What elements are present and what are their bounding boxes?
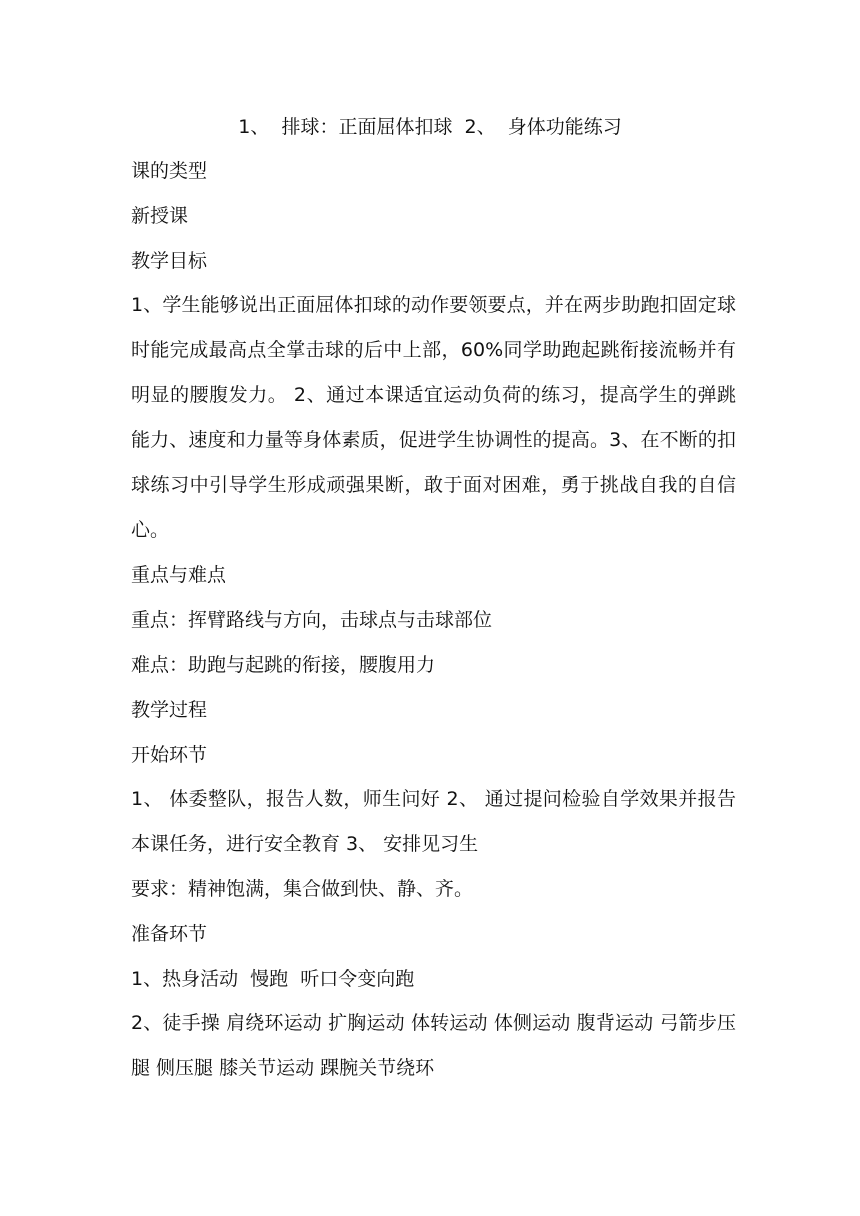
prep-item-1: 1、热身活动 慢跑 听口令变向跑 [131, 968, 415, 990]
lesson-type-heading: 课的类型 [131, 160, 208, 182]
objectives-text: 1、学生能够说出正面屈体扣球的动作要领要点，并在两步助跑扣固定球时能完成最高点全掌击球的后中上部，60%同学助跑起跳衔接流畅并有明显的腰腹发力。 2、通过本课适宜运动负荷的练习，提高学生的弹跳能力、速度和力量等身体素质，促进学生协调性的提高。3、在不断的扣球练习中引导学生形成顽强果断，敢于面对困难，勇于挑战自我的自信心。 [131, 294, 736, 541]
lesson-type-value: 新授课 [131, 205, 189, 227]
opening-text: 1、 体委整队，报告人数，师生问好 2、 通过提问检验自学效果并报告本课任务，进行安全教育 3、 安排见习生 [131, 788, 736, 855]
key-points-heading: 重点与难点 [131, 564, 227, 586]
difficult-point: 难点：助跑与起跳的衔接，腰腹用力 [131, 654, 436, 676]
objectives-heading: 教学目标 [131, 250, 208, 272]
prep-heading: 准备环节 [131, 923, 208, 945]
opening-heading: 开始环节 [131, 744, 208, 766]
opening-requirement: 要求：精神饱满，集合做到快、静、齐。 [131, 878, 474, 900]
document-body [131, 156, 736, 1091]
prep-item-2: 2、徒手操 肩绕环运动 扩胸运动 体转运动 体侧运动 腹背运动 弓箭步压腿 侧压腿 膝关节运动 踝腕关节绕环 [131, 1012, 736, 1079]
document-title: 1、 排球：正面屈体扣球 2、 身体功能练习 [238, 116, 622, 138]
process-heading: 教学过程 [131, 699, 208, 721]
key-point: 重点：挥臂路线与方向，击球点与击球部位 [131, 609, 493, 631]
